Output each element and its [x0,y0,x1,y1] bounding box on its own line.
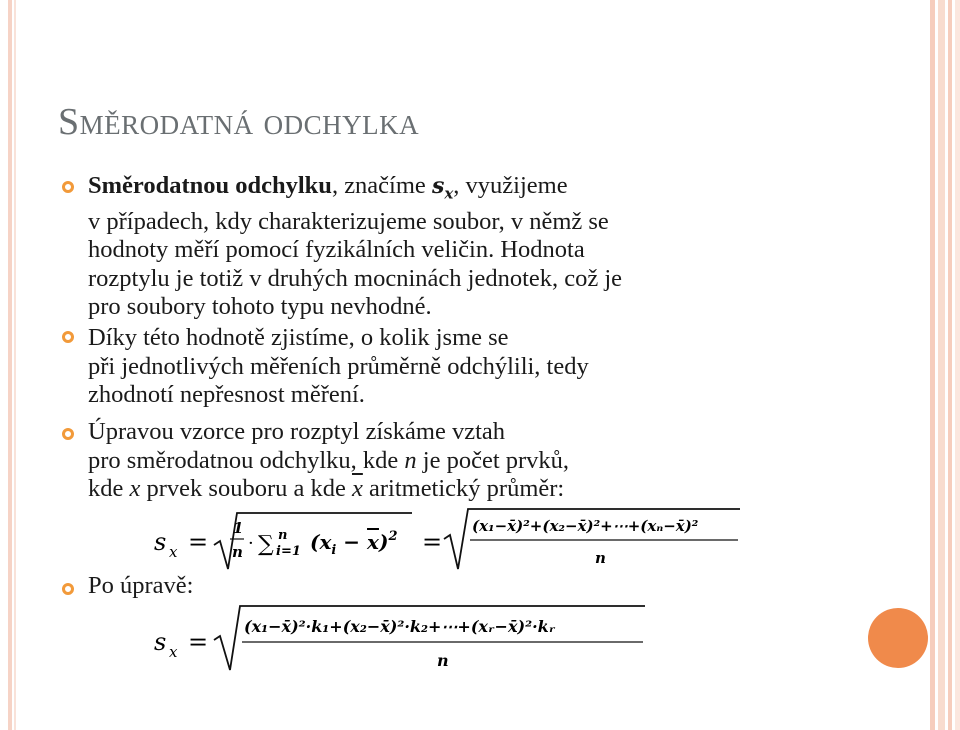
dot-operator: · [248,533,254,554]
bullet-3-line-1: Úpravou vzorce pro rozptyl získáme vztah [88,418,506,445]
bullet-circle-icon [62,583,74,595]
bullet-4-text [88,572,848,601]
bullet-4-line-1: Po úpravě: [88,572,194,599]
bullet-2-text [88,324,848,410]
right-decor-bar-4 [955,0,960,730]
text-fragment: , značíme [331,172,432,199]
frac-num: 1 [233,519,244,537]
bullet-circle-icon [62,181,74,193]
formula-2-lhs-sub: x [169,643,178,661]
formula-2 [140,600,660,675]
sum-symbol: ∑ [258,532,274,557]
formula-1-eq2: = [422,528,443,556]
bullet-2-line-1: Díky této hodnotě zjistíme, o kolik jsme se [88,324,509,351]
slide-title: Směrodatná odchylka [58,101,420,143]
term-bold: Směrodatnou odchylku [88,172,332,199]
right-decor-bar-1 [930,0,935,730]
text-fragment: , využijeme [453,172,568,199]
sum-body: $(x_i - x)^2$ [310,529,398,558]
bullet-1-line-4: rozptylu je totiž v druhých mocninách jednotek, což je [88,264,623,292]
formula-1-lhs-sub: x [169,543,178,561]
text-fragment: pro směrodatnou odchylku, kde [88,446,405,474]
bullet-circle-icon [62,428,74,440]
frac-den: n [232,543,243,561]
formula-1-lhs: s [154,528,167,556]
text-fragment: aritmetický průměr: [362,475,565,502]
symbol-sx: $s_x$ [431,173,454,203]
decorative-circle [868,608,928,668]
text-fragment: prvek souboru a kde [140,475,352,502]
right-decor-bar-3 [948,0,952,730]
left-decor-bar-thin [14,0,16,730]
bullet-1-line-5: pro soubory tohoto typu nevhodné. [88,293,432,321]
formula-2-lhs: s [154,628,167,656]
text-fragment: je počet prvků, [416,446,570,474]
text-fragment: kde [88,475,130,502]
formula-1-denominator: n [595,549,606,567]
sqrt-symbol-large [214,606,645,670]
right-decor-bar-2 [938,0,945,730]
var-n: n [404,446,417,474]
formula-1 [140,505,750,575]
sum-upper: n [278,528,288,543]
var-x-mean: $\overline{x}$ [351,475,363,502]
var-x: x [129,475,141,502]
formula-1-eq: = [188,528,209,556]
bullet-1-text [88,172,848,322]
left-decor-bar [8,0,12,730]
sum-lower: i=1 [276,544,301,559]
formula-2-denominator: n [437,651,449,670]
bullet-2-line-2: při jednotlivých měřeních průměrně odchýlili, tedy [88,352,589,380]
bullet-1-line-2: v případech, kdy charakterizujeme soubor, v němž se [88,207,609,235]
bullet-2-line-3: zhodnotí nepřesnost měření. [88,381,365,408]
bullet-3-text [88,418,848,504]
bullet-circle-icon [62,331,74,343]
bullet-1-line-3: hodnoty měří pomocí fyzikálních veličin. Hodnota [88,236,585,264]
formula-2-numerator: (x₁−x̄)²·k₁+(x₂−x̄)²·k₂+⋯+(xᵣ−x̄)²·kᵣ [244,617,556,636]
formula-1-numerator: (x₁−x̄)²+(x₂−x̄)²+⋯+(xₙ−x̄)² [472,517,699,535]
formula-2-eq: = [188,628,209,656]
